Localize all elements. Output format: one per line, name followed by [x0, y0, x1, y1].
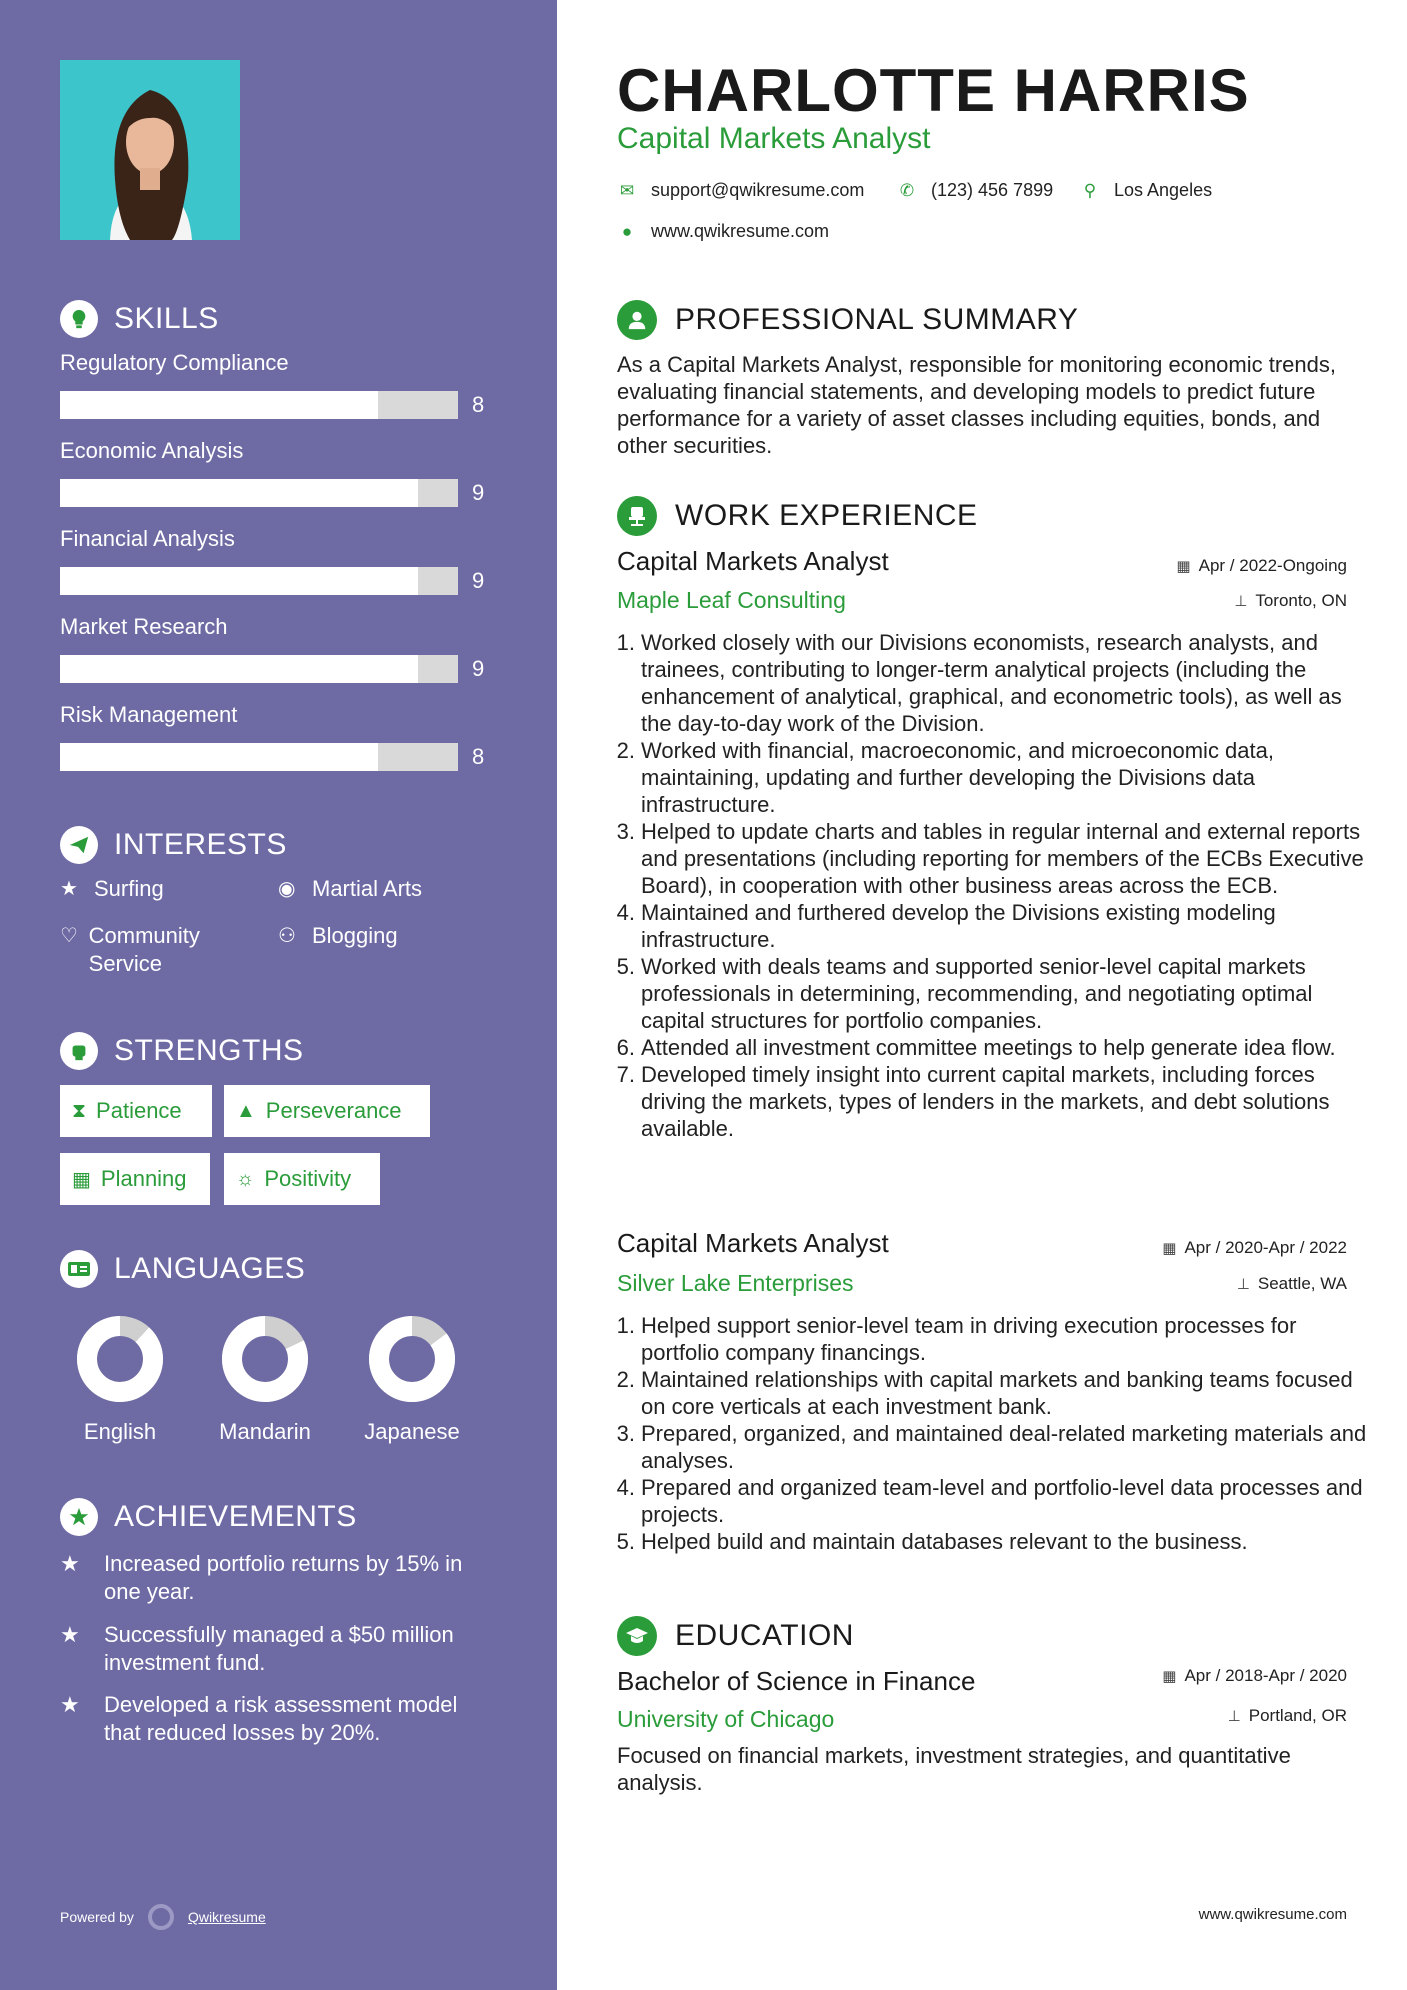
skill-value: 8 — [472, 744, 485, 769]
interests-title: INTERESTS — [114, 828, 287, 861]
skill-label: Regulatory Compliance — [60, 350, 289, 375]
skill-bar-fill — [60, 391, 378, 419]
star-icon: ★ — [60, 878, 78, 900]
sidebar — [0, 0, 557, 1990]
job-dates — [1162, 1238, 1347, 1258]
phone-icon: ✆ — [899, 180, 915, 200]
skill-label: Economic Analysis — [60, 438, 244, 463]
job-title: Capital Markets Analyst — [617, 546, 889, 576]
road-icon: ▲ — [236, 1099, 256, 1122]
skill-label: Market Research — [60, 614, 228, 639]
footer-website[interactable]: www.qwikresume.com — [1198, 1906, 1347, 1923]
education-location — [1228, 1706, 1347, 1726]
list-text: Helped support senior-level team in driving execution processes for portfolio company financings. — [641, 1313, 1297, 1365]
strength-label: Perseverance — [265, 1098, 402, 1123]
powered-by — [60, 1904, 266, 1930]
calendar-icon: ▦ — [1176, 558, 1191, 575]
main-content — [557, 0, 1407, 1990]
interests-header — [60, 826, 287, 864]
achievements-header — [60, 1498, 357, 1536]
skill-bar-fill — [60, 567, 418, 595]
language-label: Mandarin — [219, 1419, 311, 1444]
education-location-text: Portland, OR — [1248, 1706, 1347, 1725]
language-item — [50, 1316, 190, 1445]
contact-location — [1080, 180, 1212, 201]
language-label: Japanese — [364, 1419, 460, 1444]
job-responsibilities — [609, 629, 1369, 1142]
email-text[interactable]: support@qwikresume.com — [651, 180, 865, 200]
achievement-item — [60, 1621, 500, 1677]
list-text: Maintained and furthered develop the Divisions existing modeling infrastructure. — [641, 900, 1276, 952]
skill-bar-fill — [60, 655, 418, 683]
graduation-cap-icon — [617, 1616, 657, 1656]
calendar-icon: ▦ — [1162, 1240, 1177, 1257]
strength-badge — [60, 1153, 210, 1205]
skills-title: SKILLS — [114, 302, 219, 335]
strength-label: Patience — [96, 1098, 182, 1123]
skill-value: 9 — [472, 568, 485, 593]
skill-bar — [60, 391, 458, 419]
sun-icon: ☼ — [236, 1167, 255, 1190]
job-location-text: Toronto, ON — [1255, 591, 1347, 610]
fist-icon — [60, 1032, 98, 1070]
list-item — [609, 818, 1369, 899]
list-number: 3. — [616, 1421, 635, 1446]
skill-bar — [60, 743, 458, 771]
interest-label: Blogging — [312, 923, 398, 948]
contact-website — [617, 221, 829, 242]
contact-email — [617, 180, 864, 201]
interest-label: Martial Arts — [312, 876, 423, 901]
job-dates — [1176, 556, 1347, 576]
language-label: English — [83, 1419, 157, 1444]
summary-text: As a Capital Markets Analyst, responsible for monitoring economic trends, evaluating financial statements, and developing models to predict future performance for a variety of asset classes including equities, bonds, and other securities. — [617, 352, 1336, 458]
globe-icon: ◉ — [278, 878, 296, 900]
list-text: Worked closely with our Divisions economists, research analysts, and trainees, contributing to longer-term analytical projects (including the enhancement of analytical, graphical, and econometric tools), as well as the day-to-day work of the Division. — [641, 630, 1342, 736]
experience-header — [617, 496, 978, 536]
list-number: 5. — [616, 1529, 635, 1554]
phone-text[interactable]: (123) 456 7899 — [931, 180, 1054, 200]
list-item — [609, 1528, 1369, 1555]
skill-bar-fill — [60, 743, 378, 771]
users-icon: ⚇ — [278, 925, 296, 947]
shooting-star-icon: ★ — [60, 1551, 80, 1576]
job-company: Maple Leaf Consulting — [617, 587, 846, 613]
list-text: Prepared, organized, and maintained deal-related marketing materials and analyses. — [641, 1421, 1367, 1473]
interest-item — [60, 922, 240, 978]
skill-bar — [60, 655, 458, 683]
achievement-item — [60, 1550, 500, 1606]
languages-header — [60, 1250, 305, 1288]
job-location — [1234, 591, 1347, 611]
interest-label: Community Service — [88, 923, 200, 976]
language-donut — [222, 1316, 308, 1402]
language-item — [342, 1316, 482, 1445]
interest-item — [278, 875, 422, 903]
candidate-role: Capital Markets Analyst — [617, 122, 931, 155]
interest-label: Surfing — [94, 876, 164, 901]
language-donut-fill — [87, 1326, 153, 1392]
strengths-header — [60, 1032, 304, 1070]
strength-badge — [224, 1153, 380, 1205]
list-number: 1. — [616, 1313, 635, 1338]
list-item — [609, 1420, 1369, 1474]
calendar-icon: ▦ — [72, 1168, 91, 1191]
job-dates-text: Apr / 2020-Apr / 2022 — [1184, 1238, 1347, 1257]
list-number: 6. — [616, 1035, 635, 1060]
list-number: 7. — [616, 1062, 635, 1087]
hand-icon: ♡ — [60, 925, 78, 947]
list-number: 2. — [616, 1367, 635, 1392]
contact-phone — [897, 180, 1053, 201]
list-number: 4. — [616, 900, 635, 925]
education-title: EDUCATION — [675, 1619, 854, 1652]
list-item — [609, 1474, 1369, 1528]
strength-badge — [60, 1085, 212, 1137]
achievement-text: Successfully managed a $50 million investment fund. — [104, 1622, 454, 1675]
lightbulb-icon — [60, 300, 98, 338]
list-number: 5. — [616, 954, 635, 979]
list-number: 2. — [616, 738, 635, 763]
map-pin-icon: ⚲ — [1083, 180, 1097, 200]
job-title: Capital Markets Analyst — [617, 1228, 889, 1258]
skill-value: 8 — [472, 392, 485, 417]
achievement-text: Increased portfolio returns by 15% in one year. — [104, 1551, 463, 1604]
list-text: Helped build and maintain databases relevant to the business. — [641, 1529, 1248, 1554]
experience-title: WORK EXPERIENCE — [675, 499, 978, 532]
list-item — [609, 1034, 1369, 1061]
skills-header — [60, 300, 219, 338]
candidate-name: CHARLOTTE HARRIS — [617, 57, 1250, 124]
skill-value: 9 — [472, 480, 485, 505]
strength-label: Planning — [100, 1166, 187, 1191]
list-text: Worked with financial, macroeconomic, and microeconomic data, maintaining, updating and further developing the Divisions data infrastructure. — [641, 738, 1274, 817]
paper-plane-icon — [60, 826, 98, 864]
skill-bar-fill — [60, 479, 418, 507]
qwikresume-logo-icon — [148, 1904, 174, 1930]
strength-label: Positivity — [264, 1166, 352, 1191]
user-icon — [617, 300, 657, 340]
list-item — [609, 1061, 1369, 1142]
summary-title: PROFESSIONAL SUMMARY — [675, 303, 1079, 336]
education-dates-text: Apr / 2018-Apr / 2020 — [1184, 1666, 1347, 1685]
list-text: Helped to update charts and tables in regular internal and external reports and presentations (including reporting for members of the ECBs Executive Board), in cooperation with other business areas across the ECB. — [641, 819, 1364, 898]
list-item — [609, 1366, 1369, 1420]
globe-icon: ● — [621, 221, 633, 241]
skill-label: Financial Analysis — [60, 526, 235, 551]
shooting-star-icon: ★ — [60, 1622, 80, 1647]
language-donut — [77, 1316, 163, 1402]
education-header — [617, 1616, 854, 1656]
chair-icon — [617, 496, 657, 536]
job-location-text: Seattle, WA — [1257, 1274, 1347, 1293]
languages-title: LANGUAGES — [114, 1252, 306, 1285]
strengths-title: STRENGTHS — [114, 1034, 304, 1067]
school-name: University of Chicago — [617, 1706, 835, 1732]
job-dates-text: Apr / 2022-Ongoing — [1198, 556, 1347, 575]
list-number: 1. — [616, 630, 635, 655]
interest-item — [278, 922, 398, 950]
list-item — [609, 899, 1369, 953]
pin-icon: ⊥ — [1227, 1708, 1241, 1725]
list-text: Worked with deals teams and supported senior-level capital markets professionals in determining, recommending, and negotiating optimal capital structures for portfolio companies. — [641, 954, 1313, 1033]
achievement-item — [60, 1691, 500, 1747]
list-item — [609, 953, 1369, 1034]
list-item — [609, 737, 1369, 818]
list-text: Attended all investment committee meetings to help generate idea flow. — [641, 1035, 1336, 1060]
list-text: Developed timely insight into current capital markets, including forces driving the markets, types of lenders in the markets, and debt solutions available. — [641, 1062, 1330, 1141]
profile-photo — [60, 60, 240, 240]
education-description: Focused on financial markets, investment strategies, and quantitative analysis. — [617, 1743, 1291, 1795]
list-text: Prepared and organized team-level and portfolio-level data processes and projects. — [641, 1475, 1363, 1527]
achievement-text: Developed a risk assessment model that reduced losses by 20%. — [104, 1692, 458, 1745]
job-company: Silver Lake Enterprises — [617, 1270, 854, 1296]
job-responsibilities — [609, 1312, 1369, 1555]
interest-item — [60, 875, 164, 903]
list-number: 3. — [616, 819, 635, 844]
hourglass-icon: ⧗ — [72, 1099, 87, 1122]
list-number: 4. — [616, 1475, 635, 1500]
award-icon — [60, 1498, 98, 1536]
language-item — [195, 1316, 335, 1445]
list-item — [609, 629, 1369, 737]
list-item — [609, 1312, 1369, 1366]
strength-badge — [224, 1085, 430, 1137]
location-text: Los Angeles — [1114, 180, 1213, 200]
summary-header — [617, 300, 1078, 340]
skill-value: 9 — [472, 656, 485, 681]
pin-icon: ⊥ — [1234, 593, 1248, 610]
skill-label: Risk Management — [60, 702, 238, 727]
job-location — [1237, 1274, 1347, 1294]
language-icon — [60, 1250, 98, 1288]
skill-bar — [60, 479, 458, 507]
education-dates — [1162, 1666, 1347, 1686]
language-donut — [369, 1316, 455, 1402]
powered-by-label: Powered by — [60, 1909, 134, 1925]
achievements-title: ACHIEVEMENTS — [114, 1500, 357, 1533]
degree-title: Bachelor of Science in Finance — [617, 1666, 976, 1696]
skill-bar — [60, 567, 458, 595]
list-text: Maintained relationships with capital markets and banking teams focused on core verticals at each investment bank. — [641, 1367, 1353, 1419]
envelope-icon: ✉ — [619, 180, 635, 200]
website-text[interactable]: www.qwikresume.com — [651, 221, 830, 241]
qwikresume-link[interactable]: Qwikresume — [187, 1909, 266, 1925]
pin-icon: ⊥ — [1236, 1276, 1250, 1293]
calendar-icon: ▦ — [1162, 1668, 1177, 1685]
shooting-star-icon: ★ — [60, 1692, 80, 1717]
